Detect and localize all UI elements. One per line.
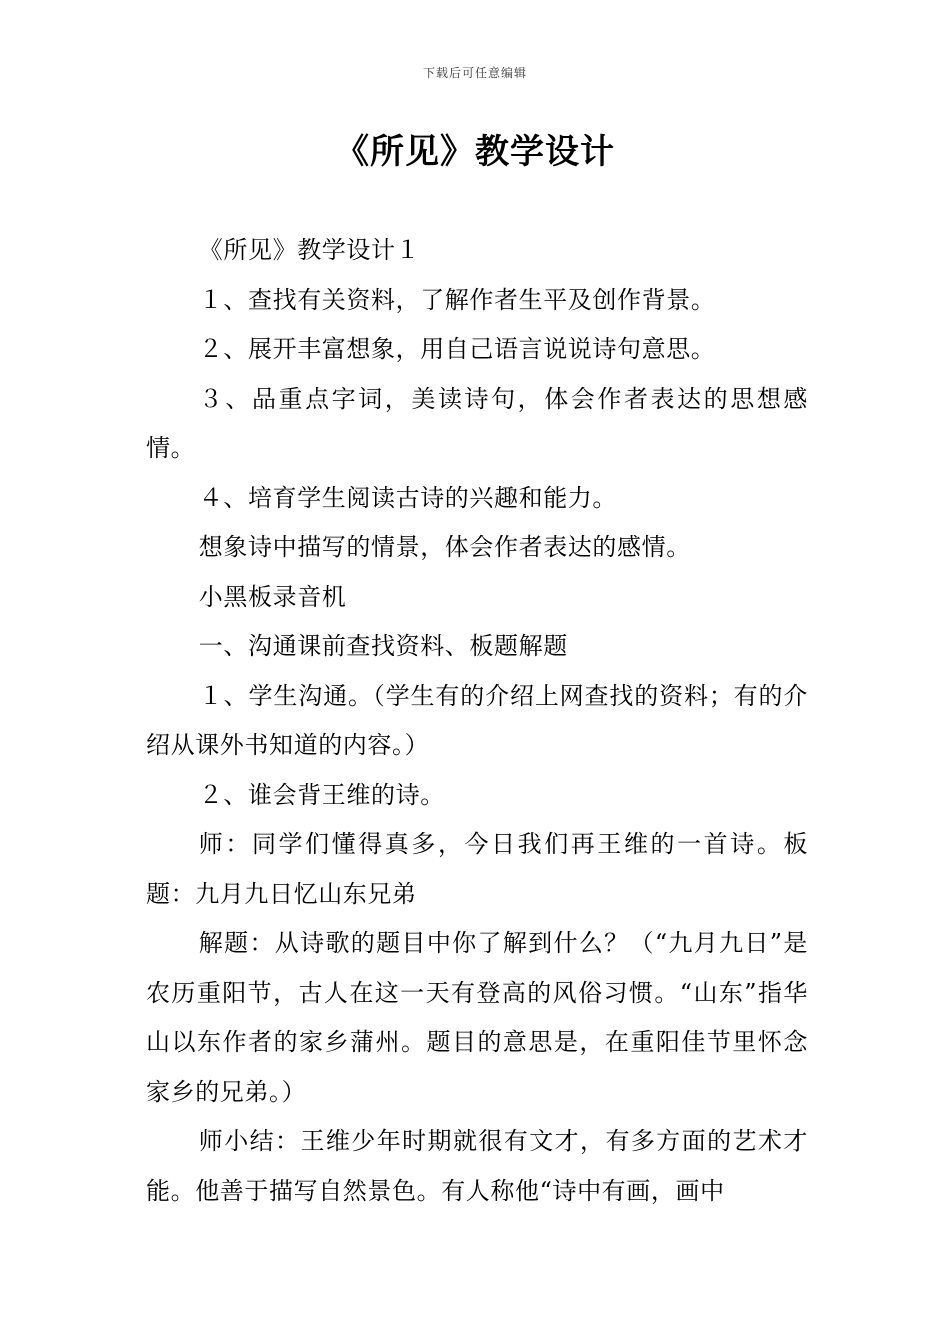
paragraph-step-2: ２、谁会背王维的诗。 <box>198 780 445 809</box>
document-title: 《所见》教学设计 <box>335 132 615 172</box>
paragraph-teacher-intro: 师：同学们懂得真多，今日我们再王维的一首诗。板题：九月九日忆山东兄弟 <box>146 830 808 908</box>
paragraph-goal-4: ４、培育学生阅读古诗的兴趣和能力。 <box>198 483 617 512</box>
paragraph-subtitle: 《所见》教学设计１ <box>198 236 421 264</box>
document-body <box>146 226 808 1216</box>
header-note: 下载后可任意编辑 <box>422 66 527 80</box>
paragraph-goal-3: ３、品重点字词，美读诗句，体会作者表达的思想感情。 <box>146 384 808 462</box>
paragraph-goal-1: １、查找有关资料，了解作者生平及创作背景。 <box>198 285 716 314</box>
paragraph-title-explanation: 解题：从诗歌的题目中你了解到什么？（“九月九日”是农历重阳节，古人在这一天有登高的风俗习惯。“山东”指华山以东作者的家乡蒲州。题目的意思是，在重阳佳节里怀念家乡的兄弟。） <box>146 929 808 1106</box>
paragraph-goal-2: ２、展开丰富想象，用自己语言说说诗句意思。 <box>198 335 716 363</box>
paragraph-key-point: 想象诗中描写的情景，体会作者表达的感情。 <box>198 533 691 561</box>
paragraph-materials: 小黑板录音机 <box>198 582 347 611</box>
paragraph-section-1: 一、沟通课前查找资料、板题解题 <box>198 632 568 660</box>
paragraph-step-1: １、学生沟通。（学生有的介绍上网查找的资料；有的介绍从课外书知道的内容。） <box>146 681 808 759</box>
paragraph-teacher-summary: 师小结：王维少年时期就很有文才，有多方面的艺术才能。他善于描写自然景色。有人称他“诗中有画，画中 <box>146 1127 808 1205</box>
